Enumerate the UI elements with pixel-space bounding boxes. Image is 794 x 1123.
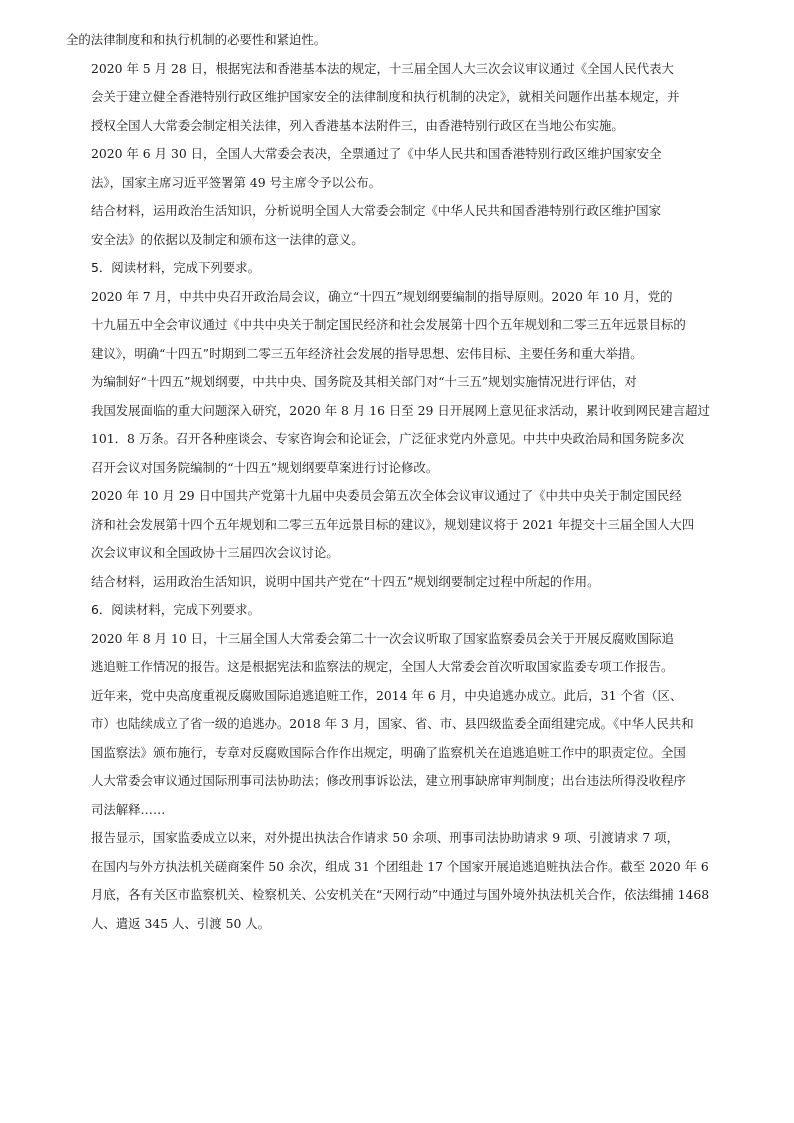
text-line: 人、遣返 345 人、引渡 50 人。	[91, 915, 271, 931]
document-page	[66, 26, 746, 938]
paragraph	[66, 254, 746, 283]
paragraph	[66, 26, 746, 55]
text-line: 为编制好“十四五”规划纲要，中共中央、国务院及其相关部门对“十三五”规划实施情况进行评估，对	[91, 374, 637, 389]
text-line: 法》，国家主席习近平签署第 49 号主席令予以公布。	[91, 174, 382, 190]
paragraph	[66, 368, 746, 482]
text-line: 报告显示，国家监委成立以来，对外提出执法合作请求 50 余项、刑事司法协助请求 9 项、引渡请求 7 项，	[91, 830, 679, 845]
text-line: 6．阅读材料，完成下列要求。	[91, 602, 260, 617]
paragraph	[66, 682, 746, 825]
text-line: 国监察法》颁布施行，专章对反腐败国际合作作出规定，明确了监察机关在追逃追赃工作中的职责定位。全国	[91, 744, 686, 760]
paragraph	[66, 55, 746, 141]
text-line: 十九届五中全会审议通过《中共中央关于制定国民经济和社会发展第十四个五年规划和二零三五年远景目标的	[91, 317, 686, 332]
text-line: 授权全国人大常委会制定相关法律，列入香港基本法附件三，由香港特别行政区在当地公布实施。	[91, 117, 624, 133]
text-line: 近年来，党中央高度重视反腐败国际追逃追赃工作，2014 年 6 月，中央追逃办成立。此后，31 个省（区、	[91, 687, 683, 703]
text-line: 安全法》的依据以及制定和颁布这一法律的意义。	[91, 231, 364, 247]
text-line: 2020 年 8 月 10 日，十三届全国人大常委会第二十一次会议听取了国家监察委员会关于开展反腐败国际追	[91, 630, 674, 646]
text-line: 司法解释……	[91, 801, 166, 817]
text-line: 月底，各有关区市监察机关、检察机关、公安机关在“天网行动”中通过与国外境外执法机关合作，依法缉捕 1468	[91, 887, 710, 902]
text-line: 5．阅读材料，完成下列要求。	[91, 260, 260, 275]
text-line: 召开会议对国务院编制的“十四五”规划纲要草案进行讨论修改。	[91, 459, 439, 475]
paragraph	[66, 140, 746, 197]
paragraph	[66, 625, 746, 682]
text-line: 结合材料，运用政治生活知识，说明中国共产党在“十四五”规划纲要制定过程中所起的作用。	[91, 573, 600, 589]
text-line: 结合材料，运用政治生活知识，分析说明全国人大常委会制定《中华人民共和国香港特别行政区维护国家	[91, 203, 661, 218]
text-line: 市）也陆续成立了省一级的追逃办。2018 年 3 月，国家、省、市、县四级监委全面组建完成。《中华人民共和	[91, 716, 694, 731]
text-line: 2020 年 10 月 29 日中国共产党第十九届中央委员会第五次全体会议审议通过了《中共中央关于制定国民经	[91, 488, 682, 503]
text-line: 2020 年 5 月 28 日，根据宪法和香港基本法的规定，十三届全国人大三次会议审议通过《全国人民代表大	[91, 60, 674, 76]
text-line: 我国发展面临的重大问题深入研究，2020 年 8 月 16 日至 29 日开展网上意见征求活动，累计收到网民建言超过	[91, 402, 710, 418]
text-line: 逃追赃工作情况的报告。这是根据宪法和监察法的规定，全国人大常委会首次听取国家监委专项工作报告。	[91, 659, 674, 674]
paragraph	[66, 568, 746, 597]
paragraph	[66, 197, 746, 254]
paragraph	[66, 482, 746, 568]
text-line: 济和社会发展第十四个五年规划和二零三五年远景目标的建议》，规划建议将于 2021 年提交十三届全国人大四	[91, 516, 695, 532]
text-line: 在国内与外方执法机关磋商案件 50 余次，组成 31 个团组赴 17 个国家开展追逃追赃执法合作。截至 2020 年 6	[91, 858, 709, 874]
text-line: 101．8 万条。召开各种座谈会、专家咨询会和论证会，广泛征求党内外意见。中共中央政治局和国务院多次	[91, 431, 685, 446]
text-line: 次会议审议和全国政协十三届四次会议讨论。	[91, 545, 339, 560]
paragraph	[66, 283, 746, 369]
paragraph	[66, 824, 746, 938]
paragraph	[66, 596, 746, 625]
text-line: 建议》，明确“十四五”时期到二零三五年经济社会发展的指导思想、宏伟目标、主要任务和重大举措。	[91, 345, 643, 361]
text-line: 人大常委会审议通过国际刑事司法协助法；修改刑事诉讼法，建立刑事缺席审判制度；出台违法所得没收程序	[91, 773, 686, 788]
text-line: 2020 年 6 月 30 日，全国人大常委会表决，全票通过了《中华人民共和国香港特别行政区维护国家安全	[91, 146, 662, 161]
text-line: 全的法律制度和和执行机制的必要性和紧迫性。	[66, 32, 327, 47]
text-line: 2020 年 7 月，中共中央召开政治局会议，确立“十四五”规划纲要编制的指导原则。2020 年 10 月，党的	[91, 288, 673, 304]
text-line: 会关于建立健全香港特别行政区维护国家安全的法律制度和执行机制的决定》，就相关问题作出基本规定，并	[91, 89, 680, 104]
